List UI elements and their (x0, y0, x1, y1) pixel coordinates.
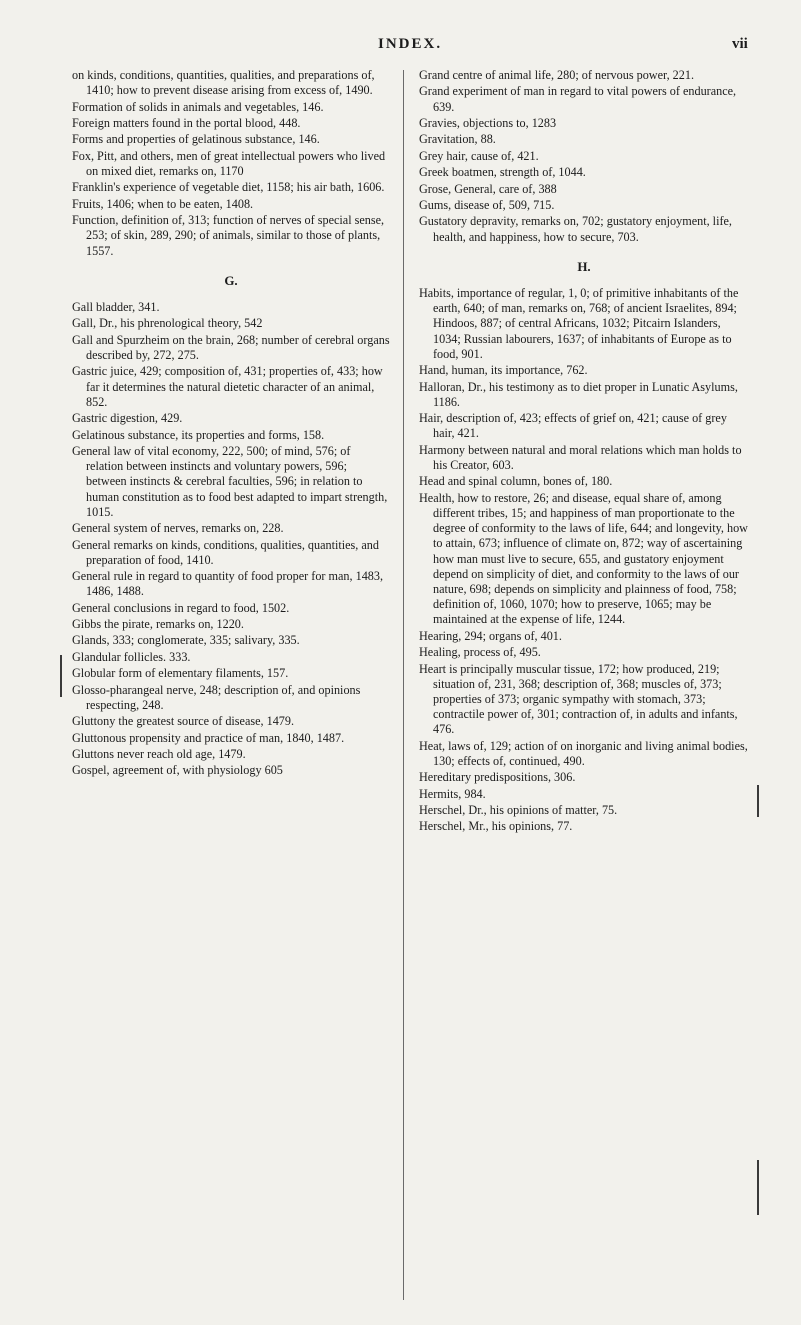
index-entry: Head and spinal column, bones of, 180. (419, 474, 613, 489)
index-entry: Fruits, 1406; when to be eaten, 1408. (72, 196, 254, 211)
index-entry: Franklin's experience of vegetable diet, 1158; his air bath, 1606. (72, 180, 385, 195)
section-letter-g: G. (224, 272, 238, 288)
index-entry: General remarks on kinds, conditions, qualities, quantities, and preparation of food, 1410. (72, 537, 379, 567)
index-entry: Gall, Dr., his phrenological theory, 542 (72, 316, 263, 331)
index-entry: Healing, process of, 495. (419, 645, 541, 660)
index-entry: Halloran, Dr., his testimony as to diet proper in Lunatic Asylums, 1186. (419, 379, 738, 409)
entry-list-g-cont (419, 68, 749, 245)
index-entry: Glandular follicles. 333. (72, 649, 191, 664)
index-entry: Herschel, Dr., his opinions of matter, 75. (419, 803, 618, 818)
index-entry: Gibbs the pirate, remarks on, 1220. (72, 617, 244, 632)
index-entry: Habits, importance of regular, 1, 0; of primitive inhabitants of the earth, 640; of man, remarks on, 768; of ancient Israelites, 894; Hindoos, 887; of central Africans, 1032; Pitcairn Islanders, 1034; Russian labourers, 1637; of inhabitants of Europe as to food, 901. (419, 285, 739, 361)
index-entry: Forms and properties of gelatinous substance, 146. (72, 132, 320, 147)
margin-mark (757, 1160, 759, 1215)
index-entry: General conclusions in regard to food, 1502. (72, 600, 290, 615)
index-entry: Grose, General, care of, 388 (419, 181, 557, 196)
margin-mark (757, 785, 759, 817)
index-entry: Gums, disease of, 509, 715. (419, 197, 555, 212)
column-divider (403, 70, 404, 1300)
index-entry: Gluttonous propensity and practice of man, 1840, 1487. (72, 730, 345, 745)
index-entry: Hand, human, its importance, 762. (419, 363, 588, 378)
index-entry: Gluttons never reach old age, 1479. (72, 747, 246, 762)
index-entry: Grand experiment of man in regard to vital powers of endurance, 639. (419, 84, 737, 114)
entry-list-f (72, 68, 390, 259)
index-entry: Hearing, 294; organs of, 401. (419, 628, 562, 643)
index-entry: on kinds, conditions, quantities, qualities, and preparations of, 1410; how to prevent disease arising from excess of, 1490. (72, 68, 375, 98)
index-entry: Gravies, objections to, 1283 (419, 115, 557, 130)
right-column (419, 68, 749, 836)
index-entry: Glosso-pharangeal nerve, 248; description of, and opinions respecting, 248. (72, 682, 361, 712)
index-entry: Greek boatmen, strength of, 1044. (419, 165, 586, 180)
index-entry: General system of nerves, remarks on, 228. (72, 521, 284, 536)
section-letter-h: H. (577, 258, 591, 274)
index-entry: Hereditary predispositions, 306. (419, 770, 576, 785)
index-entry: General rule in regard to quantity of food proper for man, 1483, 1486, 1488. (72, 569, 384, 599)
running-head: INDEX. (378, 36, 443, 52)
index-entry: Harmony between natural and moral relations which man holds to his Creator, 603. (419, 442, 742, 472)
entry-list-h (419, 286, 749, 835)
index-entry: Grand centre of animal life, 280; of nervous power, 221. (419, 68, 694, 82)
index-entry: Gastric juice, 429; composition of, 431; properties of, 433; how far it determines the natural dietetic character of an animal, 852. (72, 364, 383, 409)
index-entry: Formation of solids in animals and vegetables, 146. (72, 99, 324, 114)
index-entry: General law of vital economy, 222, 500; of mind, 576; of relation between instincts and voluntary powers, 596; between instincts & cerebral faculties, 596; in relation to human constitution as to food best adapted to impart strength, 1015. (72, 443, 388, 519)
index-entry: Hair, description of, 423; effects of grief on, 421; cause of grey hair, 421. (419, 411, 727, 441)
index-entry: Glands, 333; conglomerate, 335; salivary, 335. (72, 633, 300, 648)
index-entry: Heart is principally muscular tissue, 172; how produced, 219; situation of, 231, 368; description of, 368; muscles of, 373; properties of 373; organic sympathy with stomach, 373; contractile power of, 301; contraction of, in adults and infants, 476. (419, 661, 738, 737)
index-entry: Herschel, Mr., his opinions, 77. (419, 819, 573, 834)
entry-list-g (72, 300, 390, 779)
index-entry: Gluttony the greatest source of disease, 1479. (72, 714, 295, 729)
index-entry: Function, definition of, 313; function of nerves of special sense, 253; of skin, 289, 290; of animals, similar to those of plants, 1557. (72, 213, 385, 258)
index-entry: Health, how to restore, 26; and disease, equal share of, among different tribes, 15; and happiness of man proportionate to the degree of conformity to the laws of life, 644; and longevity, how to attain, 673; influence of climate on, 872; way of ascertaining how man must live to secure, 655, and gustatory enjoyment depend on simplicity of diet, and conformity to the laws of our nature, 698; depends on simplicity and plainness of food, 758; definition of, 1060, 1070; how to preserve, 1065; may be maintained at the expense of life, 1244. (419, 490, 748, 627)
index-entry: Foreign matters found in the portal blood, 448. (72, 115, 301, 130)
page-number: vii (732, 36, 748, 52)
index-entry: Gustatory depravity, remarks on, 702; gustatory enjoyment, life, health, and happiness, how to secure, 703. (419, 214, 732, 244)
index-entry: Fox, Pitt, and others, men of great intellectual powers who lived on mixed diet, remarks on, 1170 (72, 148, 386, 178)
index-entry: Gelatinous substance, its properties and forms, 158. (72, 427, 325, 442)
page-header (0, 36, 801, 60)
index-entry: Grey hair, cause of, 421. (419, 148, 539, 163)
index-entry: Gall and Spurzheim on the brain, 268; number of cerebral organs described by, 272, 275. (72, 332, 390, 362)
index-entry: Heat, laws of, 129; action of on inorganic and living animal bodies, 130; effects of, continued, 490. (419, 738, 748, 768)
left-column (72, 68, 390, 780)
index-entry: Hermits, 984. (419, 786, 486, 801)
index-entry: Globular form of elementary filaments, 157. (72, 666, 289, 681)
index-entry: Gravitation, 88. (419, 132, 496, 147)
index-entry: Gall bladder, 341. (72, 299, 160, 314)
index-entry: Gospel, agreement of, with physiology 605 (72, 763, 283, 778)
index-entry: Gastric digestion, 429. (72, 411, 183, 426)
margin-mark (60, 655, 62, 697)
